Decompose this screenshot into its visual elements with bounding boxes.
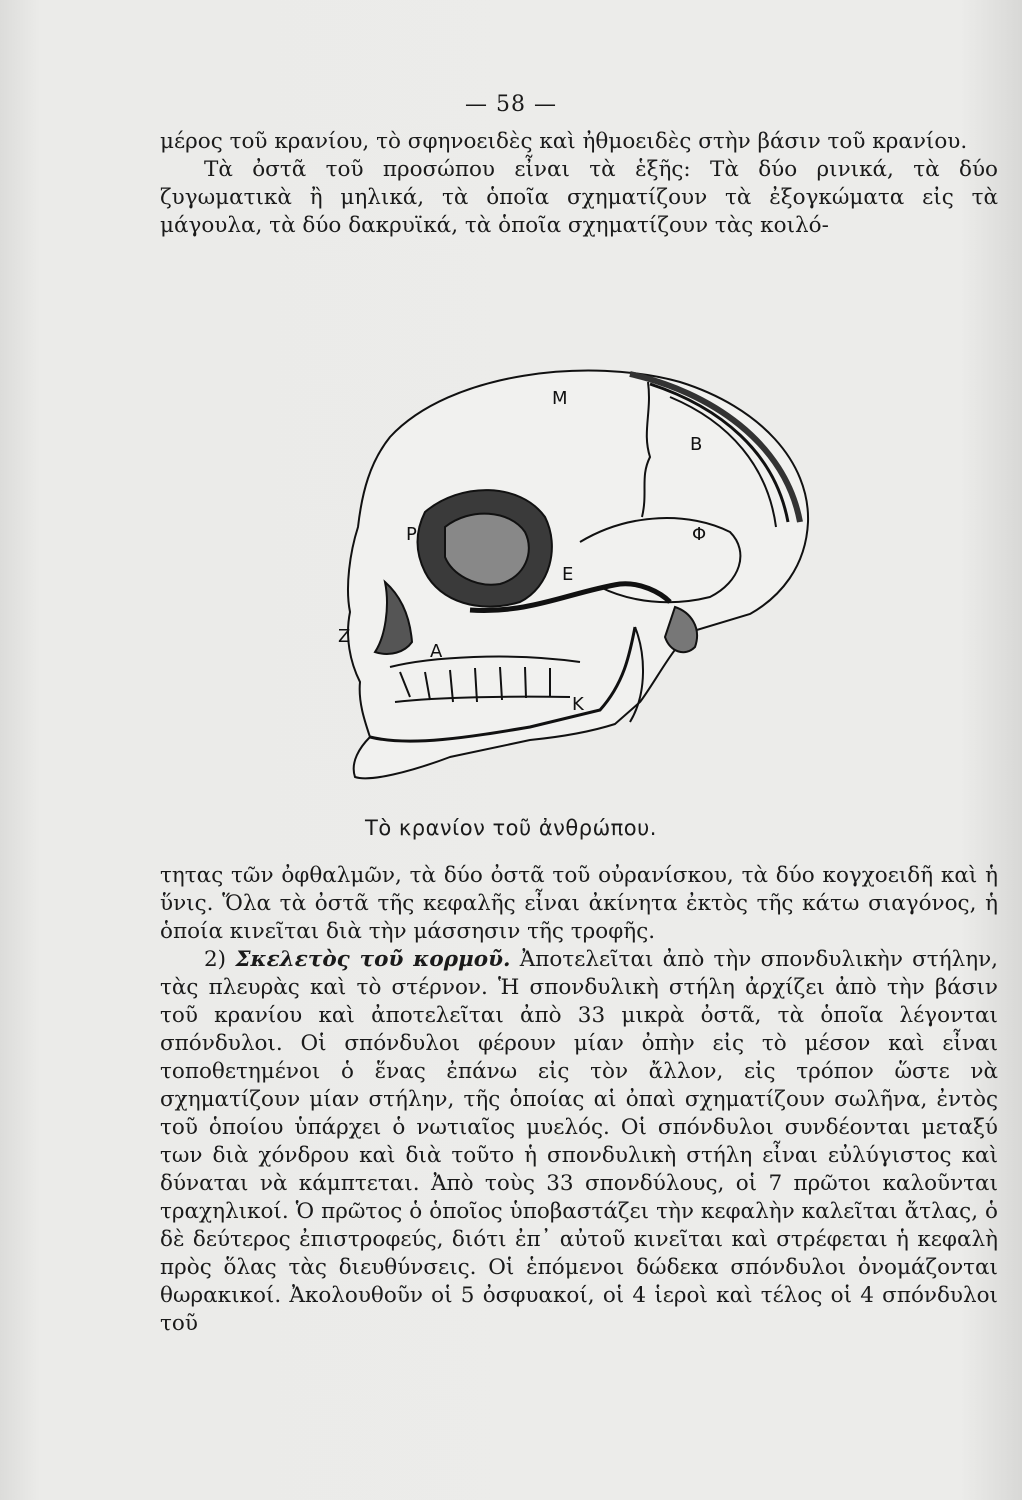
top-text [160,128,998,240]
paragraph-3: τητας τῶν ὀφθαλμῶν, τὰ δύο ὀστᾶ τοῦ οὐρανίσκου, τὰ δύο κογχοειδῆ καὶ ἡ ὕνις. Ὅλα τὰ ὀστᾶ τῆς κεφαλῆς εἶναι ἀκίνητα ἐκτὸς τῆς κάτω σιαγόνος, ἡ ὁποία κινεῖται διὰ τὴν μάσσησιν τῆς τροφῆς. [160,863,998,944]
section-title: Σκελετὸς τοῦ κορμοῦ. [235,947,511,972]
label-f: Φ [692,524,707,545]
paragraph-4 [160,946,998,1338]
label-k: Κ [572,694,584,715]
paragraph-1: μέρος τοῦ κρανίου, τὸ σφηνοειδὲς καὶ ἠθμοειδὲς στὴν βάσιν τοῦ κρανίου. [160,129,968,154]
skull-illustration [330,352,830,802]
label-e: Ε [562,564,574,585]
label-m: Μ [552,388,568,409]
label-r: Ρ [406,524,417,545]
bottom-text [160,862,998,1338]
label-a: Α [430,641,443,662]
section-number: 2) [204,947,227,972]
label-z: Ζ [338,626,351,647]
paragraph-4-body: Ἀποτελεῖται ἀπὸ τὴν σπονδυλικὴν στήλην, τὰς πλευρὰς καὶ τὸ στέρνον. Ἡ σπονδυλικὴ στήλη ἀρχίζει ἀπὸ τὴν βάσιν τοῦ κρανίου καὶ ἀποτελεῖται ἀπὸ 33 μικρὰ ὀστᾶ, τὰ ὁποῖα λέγονται σπόνδυλοι. Οἱ σπόνδυλοι φέρουν μίαν ὀπὴν εἰς τὸ μέσον καὶ εἶναι τοποθετημένοι ὁ ἕνας ἐπάνω εἰς τὸν ἄλλον, εἰς τρόπον ὥστε νὰ σχηματίζουν μίαν στήλην, τῆς ὁποίας αἱ ὀπαὶ σχηματίζουν σωλῆνα, ἐντὸς τοῦ ὁποίου ὑπάρχει ὁ νωτιαῖος μυελός. Οἱ σπόνδυλοι συνδέονται μεταξύ των διὰ χόνδρου καὶ διὰ τοῦτο ἡ σπονδυλικὴ στήλη εἶναι εὐλύγιστος καὶ δύναται νὰ κάμπτεται. Ἀπὸ τοὺς 33 σπονδύλους, οἱ 7 πρῶτοι καλοῦνται τραχηλικοί. Ὁ πρῶτος ὁ ὁποῖος ὑποβαστάζει τὴν κεφαλὴν καλεῖται ἄτλας, ὁ δὲ δεύτερος ἐπιστροφεύς, διότι ἐπ᾿ αὐτοῦ κινεῖται καὶ στρέφεται ἡ κεφαλὴ πρὸς ὅλας τὰς διευθύνσεις. Οἱ ἑπόμενοι δώδεκα σπόνδυλοι ὀνομάζονται θωρακικοί. Ἀκολουθοῦν οἱ 5 ὀσφυακοί, οἱ 4 ἱεροὶ καὶ τέλος οἱ 4 σπόνδυλοι τοῦ [160,947,998,1336]
paragraph-2: Τὰ ὀστᾶ τοῦ προσώπου εἶναι τὰ ἑξῆς: Τὰ δύο ρινικά, τὰ δύο ζυγωματικὰ ἢ μηλικά, τὰ ὁποῖα σχηματίζουν τὰ ἐξογκώματα εἰς τὰ μάγουλα, τὰ δύο δακρυϊκά, τὰ ὁποῖα σχηματίζουν τὰς κοιλό- [160,157,998,238]
figure-caption: Τὸ κρανίον τοῦ ἀνθρώπου. [365,816,657,840]
page-number: — 58 — [465,92,557,117]
label-b: Β [690,434,703,455]
